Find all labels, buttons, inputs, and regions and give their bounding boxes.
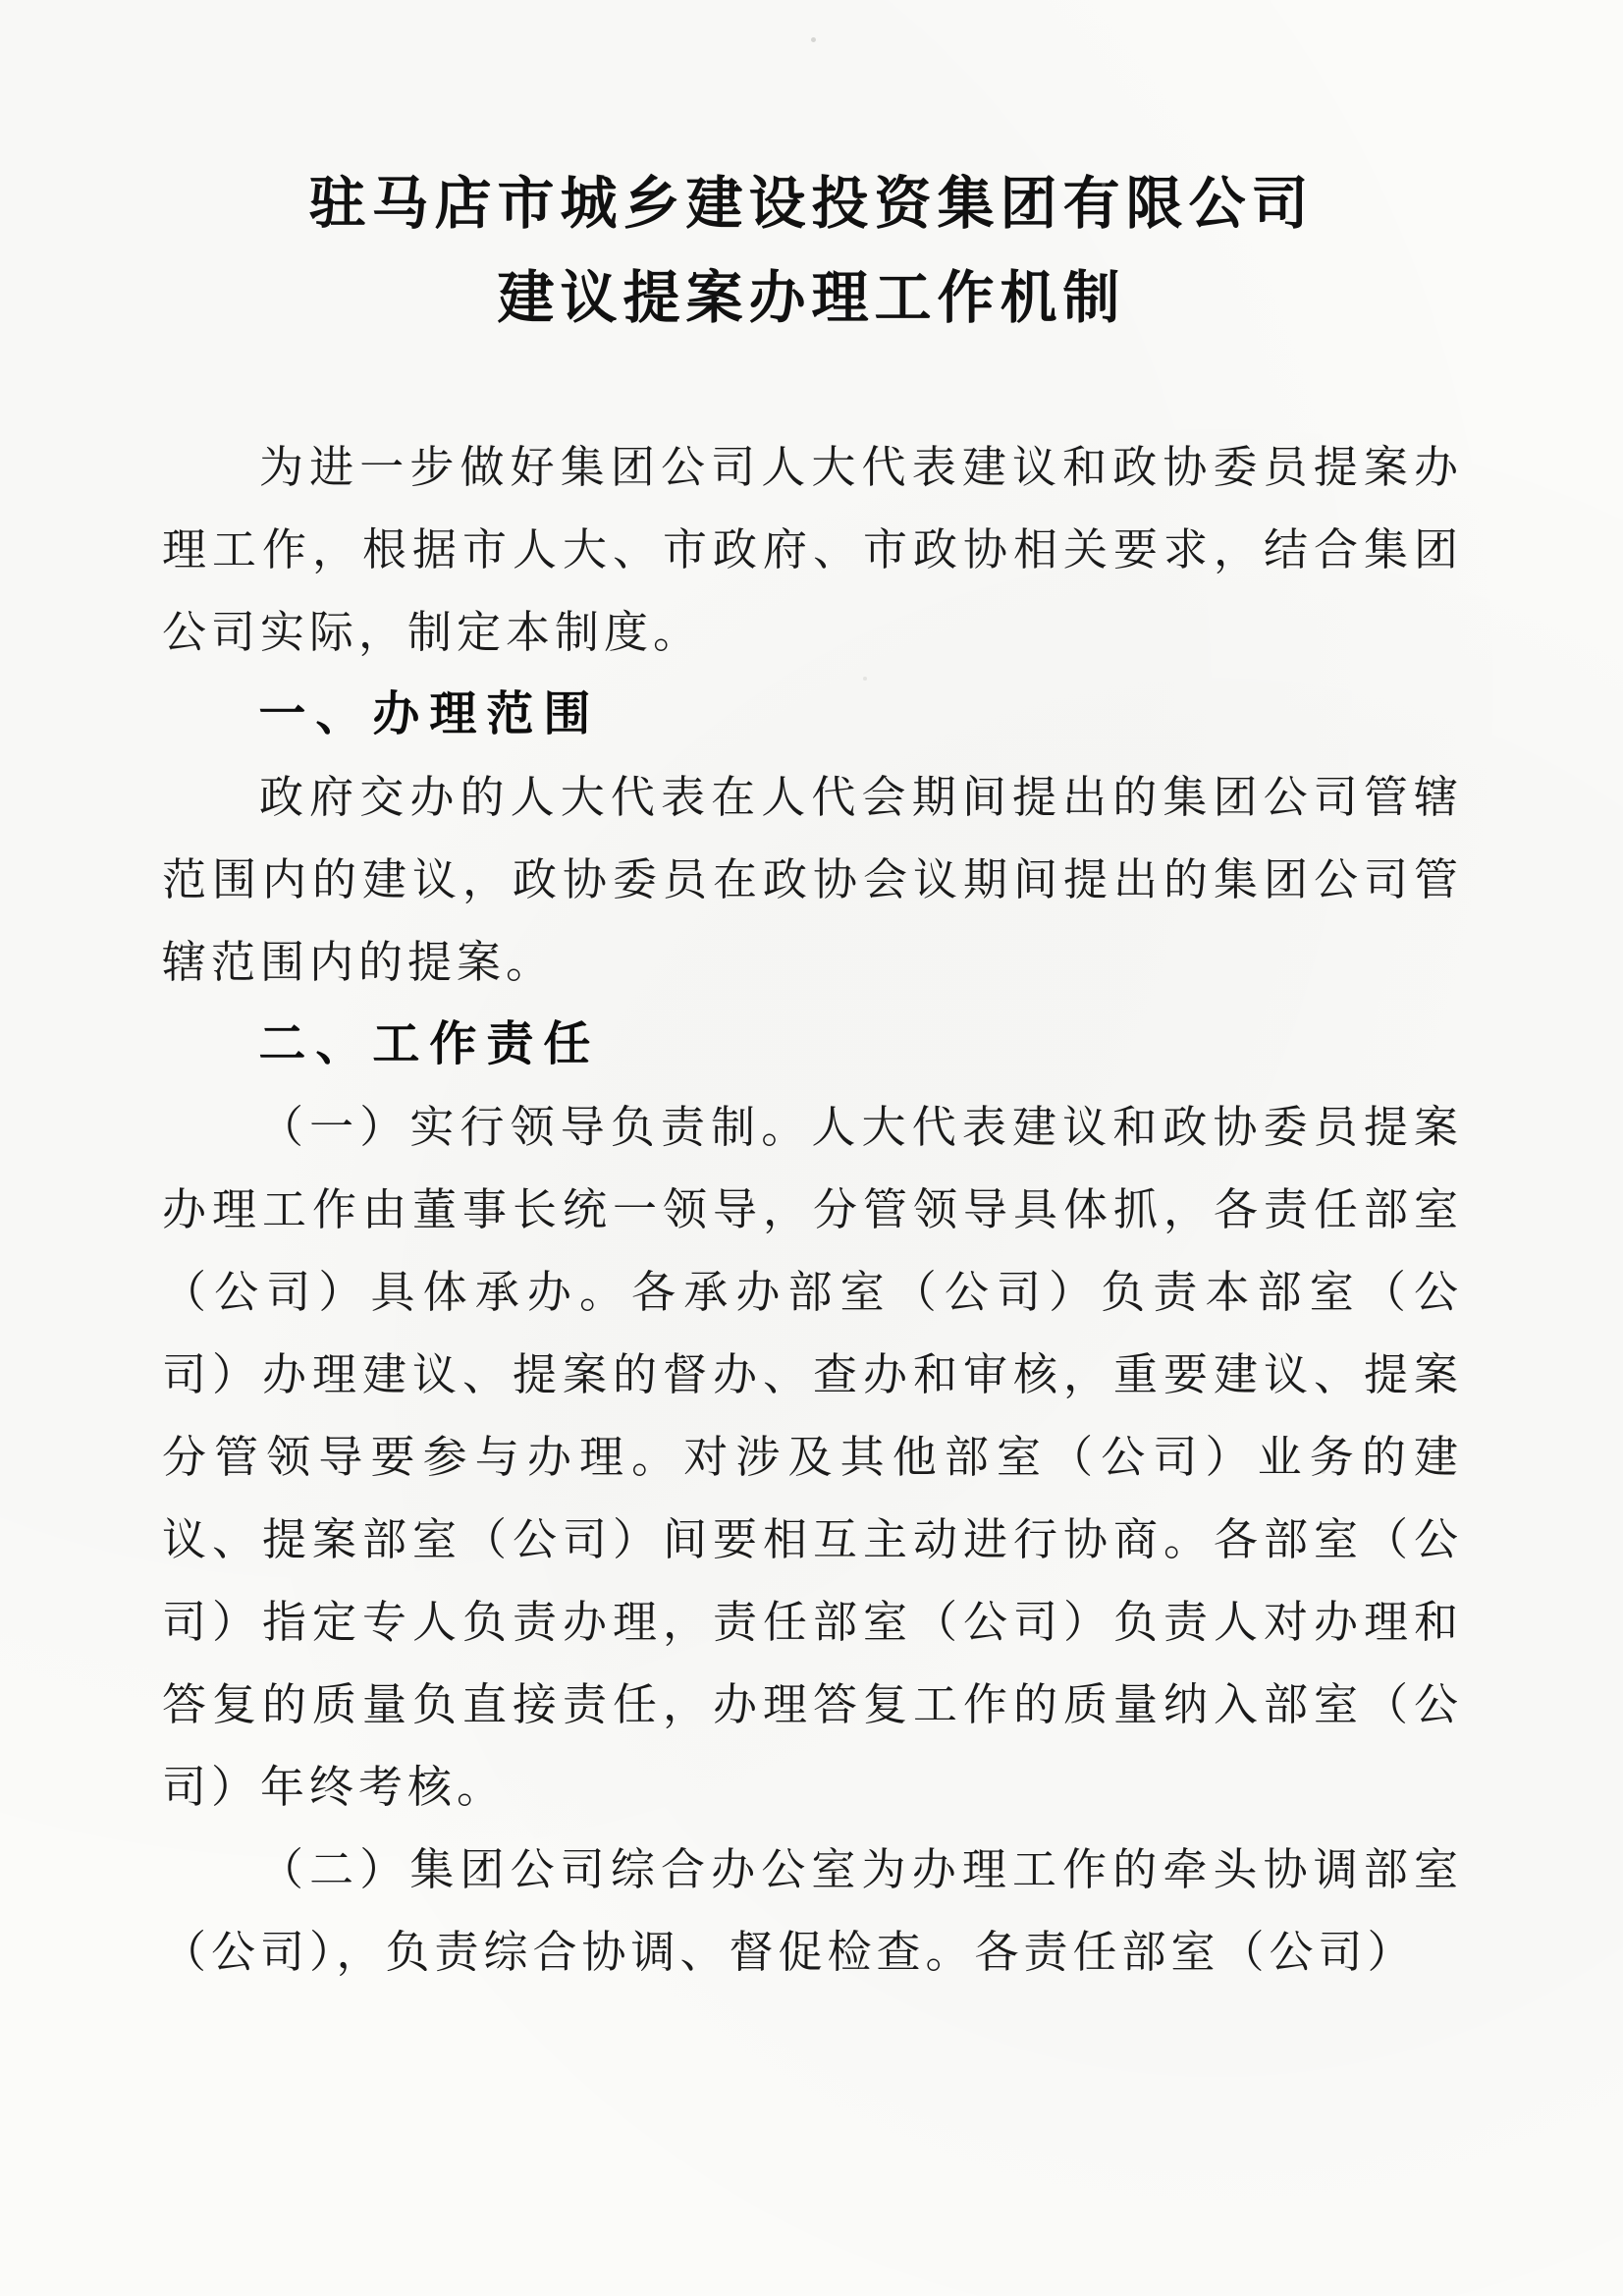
scan-speckle [1102, 183, 1106, 187]
scan-speckle [863, 677, 867, 681]
section2-item2-paragraph: （二）集团公司综合办公室为办理工作的牵头协调部室（公司），负责综合协调、督促检查。各责任部室（公司） [162, 1845, 1463, 1977]
scan-speckle [811, 37, 816, 42]
document-body [162, 426, 1463, 1994]
section1-heading: 一、办理范围 [258, 688, 601, 740]
section2-heading: 二、工作责任 [258, 1018, 601, 1070]
title-line-2: 建议提案办理工作机制 [497, 266, 1126, 330]
document-title [0, 0, 1623, 346]
title-line-1: 驻马店市城乡建设投资集团有限公司 [308, 172, 1315, 236]
section1-paragraph: 政府交办的人大代表在人代会期间提出的集团公司管辖范围内的建议，政协委员在政协会议期间提出的集团公司管辖范围内的提案。 [162, 773, 1463, 987]
intro-paragraph: 为进一步做好集团公司人大代表建议和政协委员提案办理工作，根据市人大、市政府、市政协相关要求，结合集团公司实际，制定本制度。 [162, 443, 1463, 657]
section2-item1-paragraph: （一）实行领导负责制。人大代表建议和政协委员提案办理工作由董事长统一领导，分管领导具体抓，各责任部室（公司）具体承办。各承办部室（公司）负责本部室（公司）办理建议、提案的督办、查办和审核，重要建议、提案分管领导要参与办理。对涉及其他部室（公司）业务的建议、提案部室（公司）间要相互主动进行协商。各部室（公司）指定专人负责办理，责任部室（公司）负责人对办理和答复的质量负直接责任，办理答复工作的质量纳入部室（公司）年终考核。 [162, 1103, 1463, 1812]
scan-speckle [1321, 1469, 1325, 1474]
